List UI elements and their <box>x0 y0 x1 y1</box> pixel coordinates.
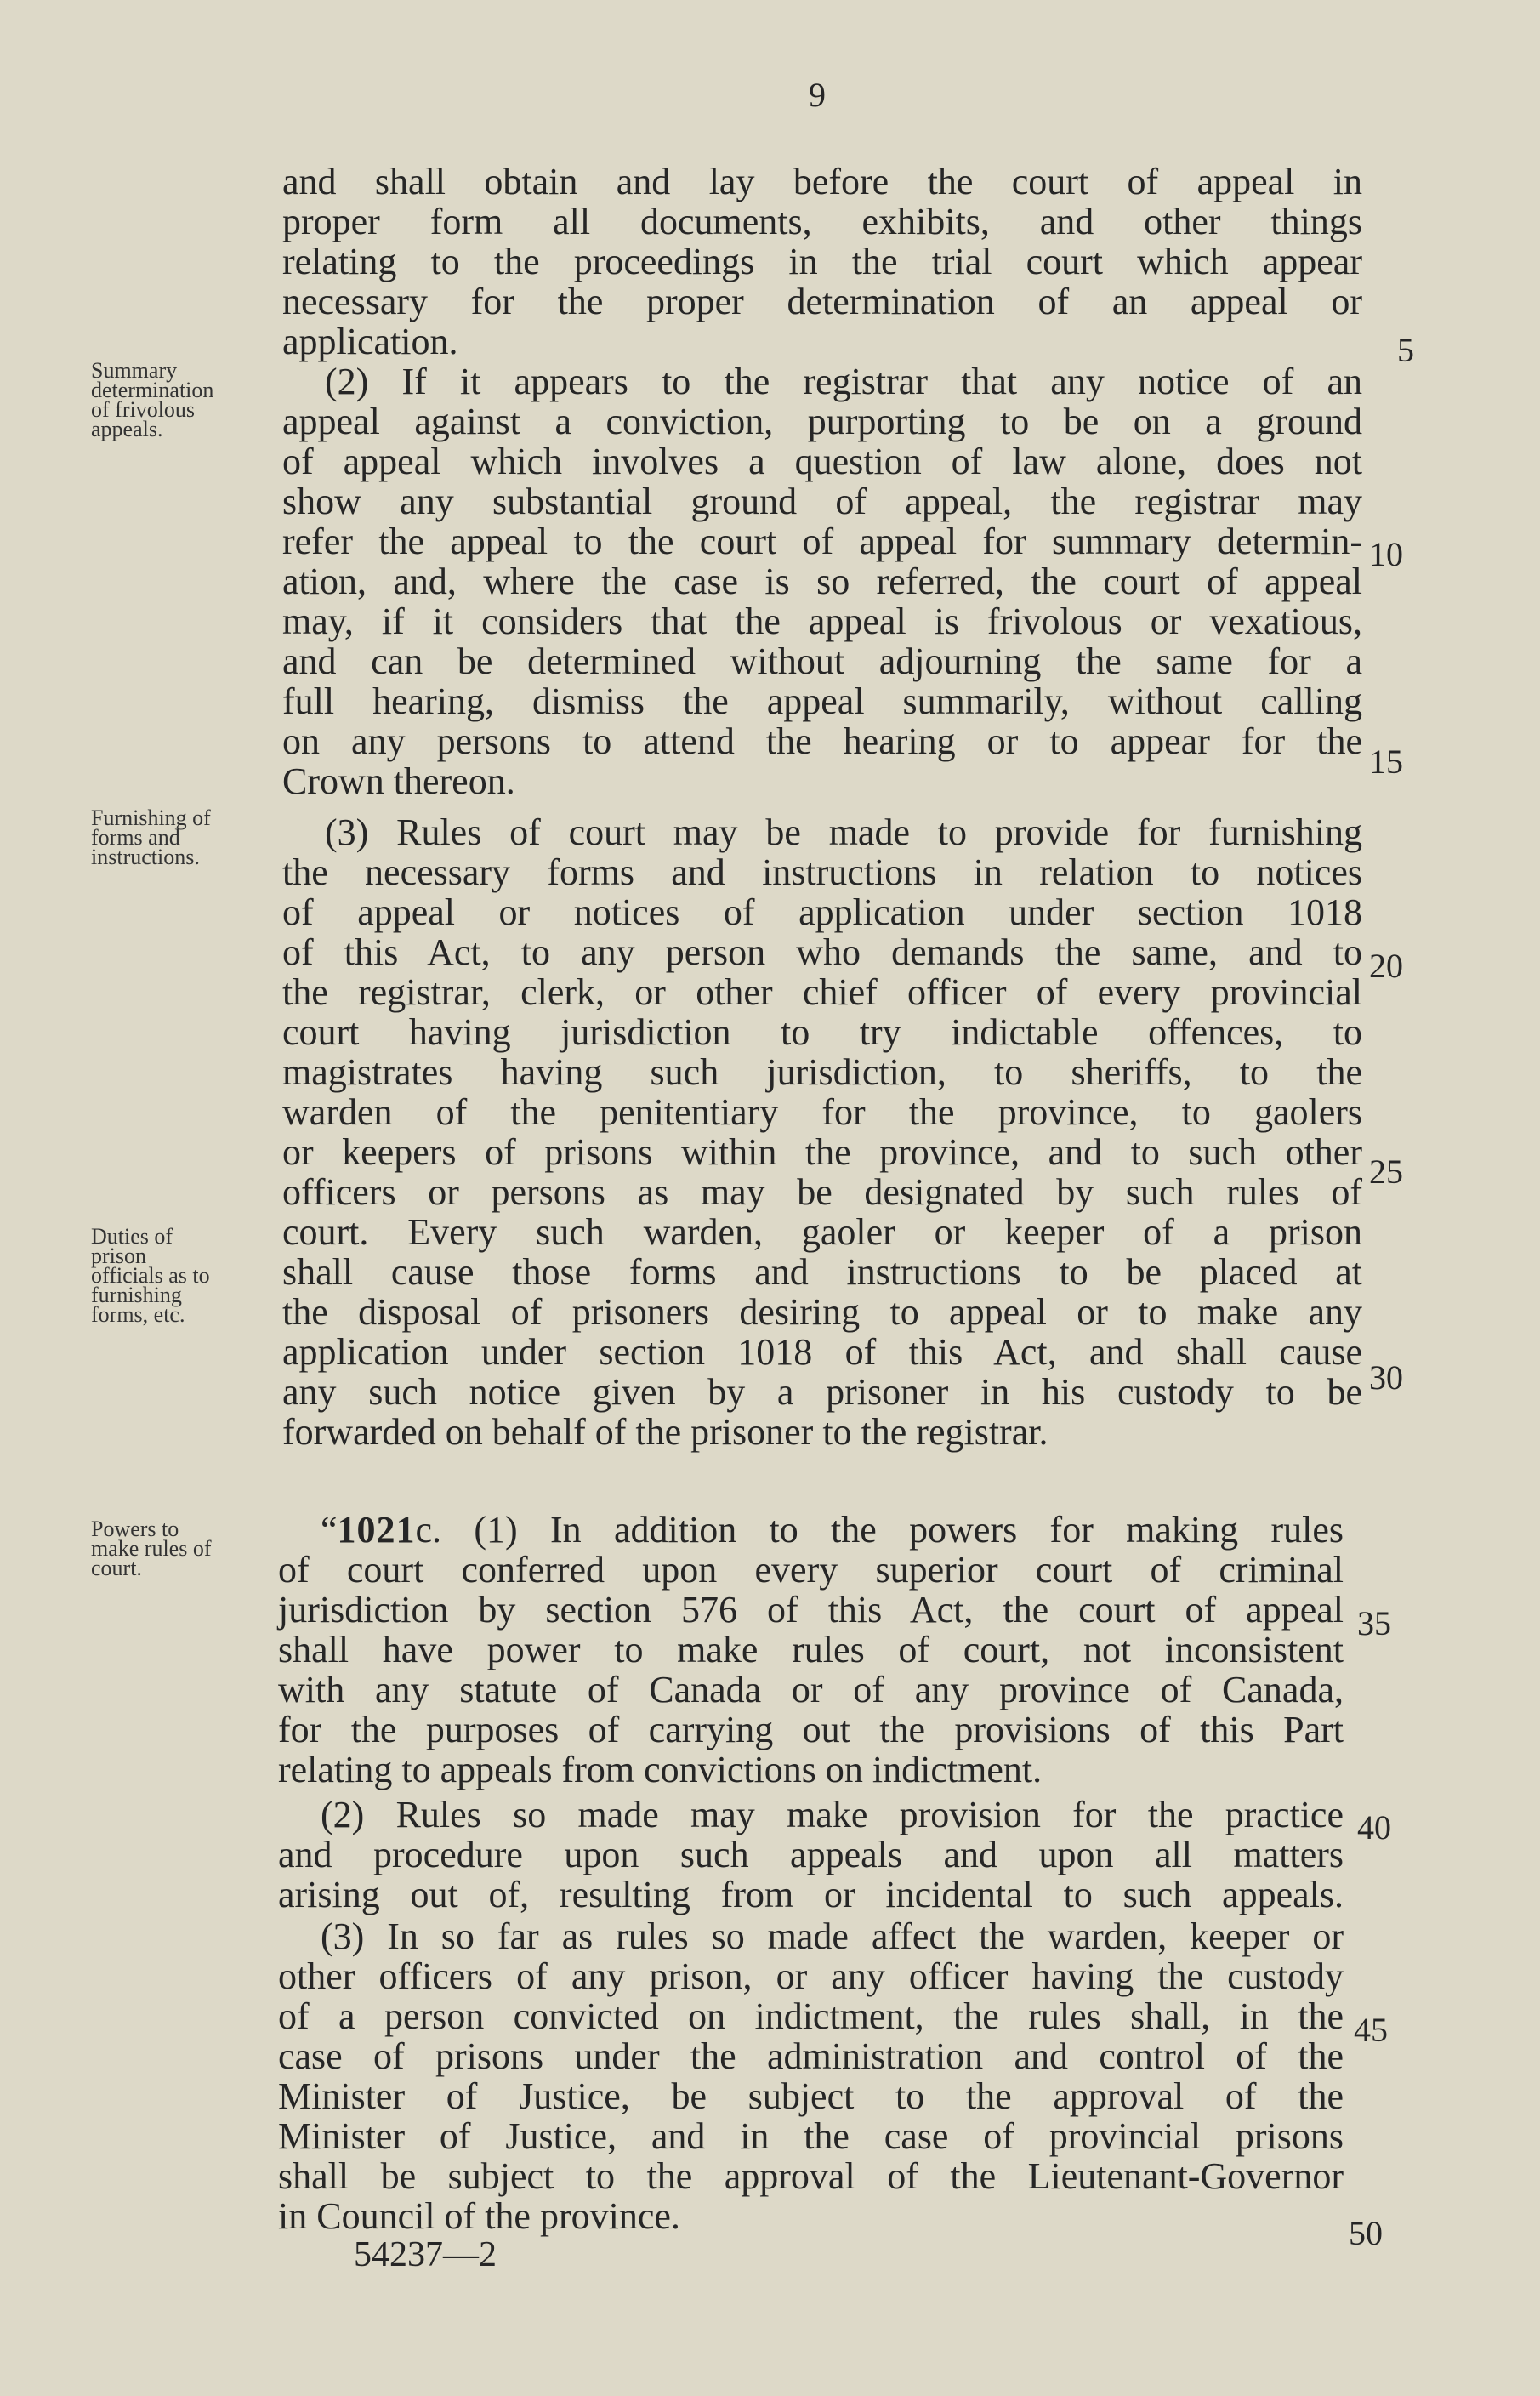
side-note-line: of frivolous <box>91 397 196 422</box>
text-line: (3) In so far as rules so made affect the warden, keeper or <box>321 1915 1344 1957</box>
text-line: of this Act, to any person who demands the same, and to <box>282 931 1362 973</box>
side-note-line: furnishing <box>91 1283 182 1307</box>
side-note-powers-rules <box>91 1519 287 1578</box>
text-line: the disposal of prisoners desiring to appeal or to make any <box>282 1291 1362 1333</box>
subsection-2-practice <box>278 1795 1344 1915</box>
text-line: arising out of, resulting from or incidental to such appeals. <box>278 1874 1344 1915</box>
section-number: 1021 <box>337 1509 416 1551</box>
text-line: necessary for the proper determination of an appeal or <box>282 281 1362 322</box>
side-note-line: appeals. <box>91 417 163 441</box>
text-line: and shall obtain and lay before the court of appeal in <box>282 161 1362 202</box>
open-quote: “ <box>321 1509 338 1551</box>
text-line: application under section 1018 of this Act, and shall cause <box>282 1331 1362 1373</box>
text-line: relating to appeals from convictions on indictment. <box>278 1749 1043 1790</box>
text-line: full hearing, dismiss the appeal summarily, without calling <box>282 680 1362 722</box>
text-line: (2) If it appears to the registrar that any notice of an <box>325 361 1362 402</box>
subsection-3-approval <box>278 1916 1344 2236</box>
side-note-duties-prison-officials <box>91 1224 287 1327</box>
side-note-summary-appeals <box>91 358 287 441</box>
text-line: c. (1) In addition to the powers for making rules <box>415 1509 1344 1551</box>
side-note-line: determination <box>91 378 214 402</box>
side-note-line: court. <box>91 1556 142 1580</box>
line-number-40: 40 <box>1357 1808 1391 1847</box>
paragraph-continuation <box>282 162 1362 361</box>
text-line: Minister of Justice, be subject to the approval of the <box>278 2075 1344 2117</box>
side-note-line: make rules of <box>91 1536 212 1561</box>
text-line: refer the appeal to the court of appeal for summary determin- <box>282 521 1362 562</box>
text-line: of court conferred upon every superior court of criminal <box>278 1549 1344 1591</box>
text-line: (3) Rules of court may be made to provide for furnishing <box>325 811 1362 853</box>
text-line: of a person convicted on indictment, the rules shall, in the <box>278 1995 1344 2037</box>
text-line: or keepers of prisons within the province, and to such other <box>282 1131 1362 1173</box>
text-line: application. <box>282 321 458 362</box>
line-number-30: 30 <box>1369 1358 1403 1397</box>
text-line: the registrar, clerk, or other chief officer of every provincial <box>282 971 1362 1013</box>
text-line: warden of the penitentiary for the province, to gaolers <box>282 1091 1362 1133</box>
text-line: shall be subject to the approval of the Lieutenant-Governor <box>278 2155 1344 2197</box>
line-number-25: 25 <box>1369 1152 1403 1191</box>
text-line: magistrates having such jurisdiction, to sheriffs, to the <box>282 1051 1362 1093</box>
line-number-15: 15 <box>1369 743 1403 781</box>
text-line: jurisdiction by section 576 of this Act, the court of appeal <box>278 1589 1344 1631</box>
text-line: officers or persons as may be designated by such rules of <box>282 1171 1362 1213</box>
text-line: proper form all documents, exhibits, and other things <box>282 201 1362 242</box>
line-number-45: 45 <box>1354 2011 1388 2049</box>
line-number-10: 10 <box>1369 535 1403 573</box>
line-number-35: 35 <box>1357 1604 1391 1642</box>
text-line: appeal against a conviction, purporting to be on a ground <box>282 401 1362 442</box>
text-line: forwarded on behalf of the prisoner to the registrar. <box>282 1411 1048 1453</box>
text-line: any such notice given by a prisoner in his custody to be <box>282 1371 1362 1413</box>
side-note-line: Duties of <box>91 1224 173 1249</box>
text-line: other officers of any prison, or any officer having the custody <box>278 1955 1344 1997</box>
text-line: Minister of Justice, and in the case of provincial prisons <box>278 2115 1344 2157</box>
text-line: and can be determined without adjourning the same for a <box>282 640 1362 682</box>
text-line: court. Every such warden, gaoler or keeper of a prison <box>282 1211 1362 1253</box>
section-first-line <box>278 1510 1344 1550</box>
side-note-furnishing-forms <box>91 805 287 869</box>
text-line: shall cause those forms and instructions to be placed at <box>282 1251 1362 1293</box>
side-note-line: forms and <box>91 825 180 850</box>
line-number-20: 20 <box>1369 947 1403 985</box>
text-line: relating to the proceedings in the trial court which appear <box>282 241 1362 282</box>
text-line: ation, and, where the case is so referred, the court of appeal <box>282 561 1362 602</box>
text-line: and procedure upon such appeals and upon all matters <box>278 1834 1344 1875</box>
subsection-3-furnishing-forms <box>282 812 1362 1452</box>
text-line: for the purposes of carrying out the provisions of this Part <box>278 1709 1344 1750</box>
text-line: on any persons to attend the hearing or to appear for the <box>282 720 1362 762</box>
side-note-line: instructions. <box>91 845 200 869</box>
section-1021c <box>278 1510 1344 1790</box>
text-line: (2) Rules so made may make provision for the practice <box>321 1794 1344 1835</box>
footer-print-code: 54237—2 <box>354 2235 497 2274</box>
text-line: may, if it considers that the appeal is frivolous or vexatious, <box>282 600 1362 642</box>
line-number-50: 50 <box>1349 2214 1383 2252</box>
text-line: show any substantial ground of appeal, the registrar may <box>282 481 1362 522</box>
text-line: case of prisons under the administration and control of the <box>278 2035 1344 2077</box>
text-line: in Council of the province. <box>278 2195 680 2237</box>
subsection-2-summary-determination <box>282 361 1362 801</box>
text-line: the necessary forms and instructions in relation to notices <box>282 851 1362 893</box>
side-note-line: officials as to <box>91 1263 210 1288</box>
side-note-line: Furnishing of <box>91 805 211 830</box>
text-line: of appeal which involves a question of law alone, does not <box>282 441 1362 482</box>
side-note-line: prison <box>91 1244 146 1268</box>
side-note-line: Powers to <box>91 1517 179 1541</box>
side-note-line: forms, etc. <box>91 1302 185 1327</box>
text-line: with any statute of Canada or of any province of Canada, <box>278 1669 1344 1710</box>
side-note-line: Summary <box>91 358 178 383</box>
page-number: 9 <box>809 76 826 114</box>
text-line: Crown thereon. <box>282 760 515 802</box>
text-line: court having jurisdiction to try indictable offences, to <box>282 1011 1362 1053</box>
text-line: of appeal or notices of application under section 1018 <box>282 891 1362 933</box>
line-number-5: 5 <box>1397 331 1414 369</box>
text-line: shall have power to make rules of court, not inconsistent <box>278 1629 1344 1670</box>
